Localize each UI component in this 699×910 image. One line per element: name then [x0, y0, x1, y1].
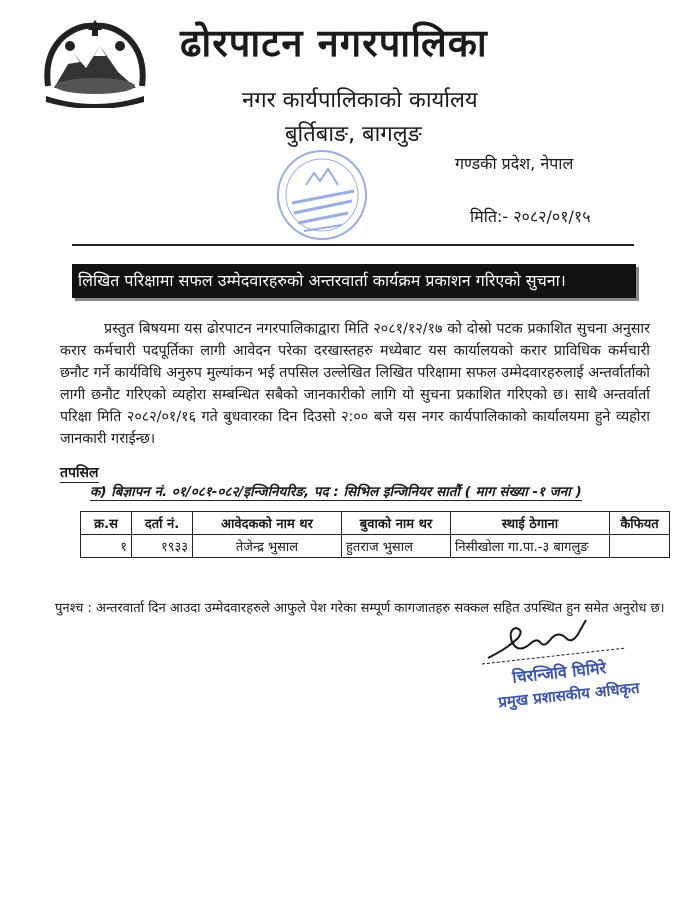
table-header-row: [81, 512, 670, 535]
col-applicant-name: आवेदकको नाम थर: [193, 512, 342, 535]
tapasil-label: तपसिल: [60, 465, 99, 481]
header-divider: [72, 244, 634, 246]
cell-remarks: [610, 535, 670, 558]
cell-father-name: हुतराज भुसाल: [342, 535, 451, 558]
table-row: [81, 535, 670, 558]
cell-address: निसीखोला गा.पा.-३ बागलुङ: [451, 535, 610, 558]
col-remarks: कैफियत: [610, 512, 670, 535]
province: गण्डकी प्रदेश, नेपाल: [455, 154, 574, 173]
org-name: ढोरपाटन नगरपालिका: [180, 21, 488, 65]
notice-body: प्रस्तुत बिषयमा यस ढोरपाटन नगरपालिकाद्वारा मिति २०८१/१२/१७ को दोस्रो पटक प्रकाशित सुचना अनुसार करार कर्मचारी पदपूर्तिका लागी आवेदन परेका दरखास्तहरु मध्येबाट यस कार्यालयको करार प्राविधिक कर्मचारी छनौट गर्ने कार्यविधि अनुरुप मुल्यांकन भई तपसिल उल्लेखित लिखित परिक्षामा सफल उम्मेदवारहरुलाई अन्तर्वार्ताको लागी छनौट गरिएको व्यहोरा सम्बन्धित सबैको जानकारीको लागि यो सुचना प्रकाशित गरिएको छ। साथै अन्तर्वार्ता परिक्षा मिति २०८२/०१/१६ गते बुधवारका दिन दिउसो २:०० बजे यस नगर कार्यपालिकाको कार्यालयमा हुने व्यहोरा जानकारी गराईन्छ।: [60, 321, 650, 447]
office-address: बुर्तिबाङ, बागलुङ: [285, 122, 422, 147]
col-reg-no: दर्ता नं.: [132, 512, 193, 535]
cell-serial: १: [81, 535, 132, 558]
advertisement-line: क) बिज्ञापन नं. ०१/०८१-०८२/इन्जिनियरिङ, पद : सिभिल इन्जिनियर सातौं ( माग संख्या -१ जना ): [90, 484, 582, 500]
col-address: स्थाई ठेगाना: [451, 512, 610, 535]
nepal-emblem-icon: [40, 16, 150, 108]
col-serial: क्र.स: [81, 512, 132, 535]
cell-applicant-name: तेजेन्द्र भुसाल: [193, 535, 342, 558]
applicants-table: [80, 511, 670, 558]
signatory-title: प्रमुख प्रशासकीय अधिकृत: [497, 678, 641, 712]
col-father-name: बुवाको नाम थर: [342, 512, 451, 535]
office-name: नगर कार्यपालिकाको कार्यालय: [242, 88, 478, 113]
office-stamp-icon: [262, 145, 380, 245]
notice-title: लिखित परिक्षामा सफल उम्मेदवारहरुको अन्तरवार्ता कार्यक्रम प्रकाशन गरिएको सुचना।: [72, 264, 636, 298]
footnote: पुनश्च : अन्तरवार्ता दिन आउदा उम्मेदवारहरुले आफुले पेश गरेका सम्पूर्ण कागजातहरु सक्कल सहित उपस्थित हुन समेत अनुरोध छ।: [55, 601, 665, 616]
cell-reg-no: १९३३: [132, 535, 193, 558]
signatory-name: चिरन्जिवि घिमिरे: [511, 658, 607, 687]
notice-date: मिति:- २०८२/०१/१५: [470, 207, 591, 226]
